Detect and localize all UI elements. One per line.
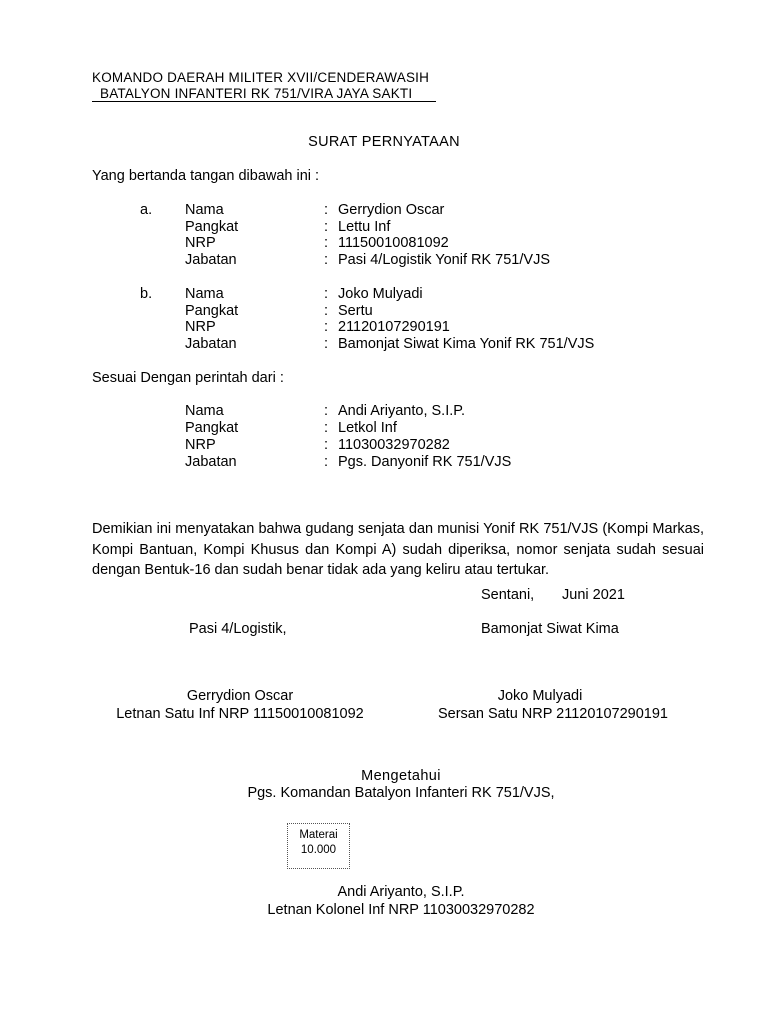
field-label: Jabatan bbox=[185, 454, 237, 470]
person-a-letter: a. bbox=[140, 202, 153, 218]
field-colon: : bbox=[324, 420, 329, 436]
person-a-position-row bbox=[0, 252, 768, 269]
person-b-rank-row bbox=[0, 303, 768, 320]
order-intro-text: Sesuai Dengan perintah dari : bbox=[92, 370, 284, 386]
person-b-position-row bbox=[0, 336, 768, 353]
field-colon: : bbox=[324, 251, 329, 268]
commander-signer-name: Andi Ariyanto, S.I.P. bbox=[337, 884, 465, 900]
field-colon: : bbox=[324, 235, 329, 251]
person-a-name-row bbox=[0, 202, 768, 219]
acknowledgement-role: Pgs. Komandan Batalyon Infanteri RK 751/VJS, bbox=[247, 785, 555, 801]
left-signer-role: Pasi 4/Logistik, bbox=[189, 621, 287, 637]
field-label: Nama bbox=[185, 403, 224, 419]
field-label: Pangkat bbox=[185, 420, 239, 436]
field-label: Nama bbox=[185, 202, 224, 218]
field-colon: : bbox=[324, 286, 329, 302]
field-value: 11030032970282 bbox=[338, 437, 450, 453]
field-label: Pangkat bbox=[185, 302, 239, 319]
intro-text: Yang bertanda tangan dibawah ini : bbox=[92, 168, 320, 184]
field-colon: : bbox=[324, 202, 329, 218]
field-colon: : bbox=[324, 437, 329, 453]
commander-rank-row bbox=[0, 420, 768, 437]
field-colon: : bbox=[324, 403, 329, 419]
field-value: Pgs. Danyonif RK 751/VJS bbox=[338, 454, 512, 470]
field-label: Nama bbox=[185, 286, 224, 302]
place-text: Sentani, bbox=[481, 587, 535, 603]
field-value: Joko Mulyadi bbox=[338, 286, 423, 302]
right-signer-role: Bamonjat Siwat Kima bbox=[481, 621, 619, 637]
field-value: 11150010081092 bbox=[338, 235, 449, 251]
field-value: Letkol Inf bbox=[338, 420, 397, 436]
commander-name-row bbox=[0, 403, 768, 420]
field-value: Bamonjat Siwat Kima Yonif RK 751/VJS bbox=[338, 335, 595, 352]
person-b-letter: b. bbox=[140, 286, 153, 302]
person-a-rank-row bbox=[0, 219, 768, 236]
field-colon: : bbox=[324, 319, 329, 335]
right-signer-name: Joko Mulyadi bbox=[497, 688, 583, 704]
field-value: Gerrydion Oscar bbox=[338, 202, 445, 218]
commander-signer-rank-nrp: Letnan Kolonel Inf NRP 11030032970282 bbox=[267, 902, 535, 918]
document-title: SURAT PERNYATAAN bbox=[308, 134, 460, 150]
stamp-value: 10.000 bbox=[300, 844, 337, 856]
field-value: Andi Ariyanto, S.I.P. bbox=[338, 403, 466, 419]
field-label: Jabatan bbox=[185, 251, 237, 268]
field-label: Jabatan bbox=[185, 335, 237, 352]
person-b-nrp-row bbox=[0, 319, 768, 336]
person-b-name-row bbox=[0, 286, 768, 303]
field-value: Pasi 4/Logistik Yonif RK 751/VJS bbox=[338, 251, 550, 268]
stamp-label: Materai bbox=[299, 829, 338, 841]
commander-position-row bbox=[0, 454, 768, 471]
field-label: Pangkat bbox=[185, 218, 239, 235]
statement-paragraph: Demikian ini menyatakan bahwa gudang senjata dan munisi Yonif RK 751/VJS (Kompi Markas, Kompi Bantuan, Kompi Khusus dan Kompi A) sudah diperiksa, nomor senjata sudah sesuai dengan Bentuk-16 dan sudah benar tidak ada yang keliru atau tertukar. bbox=[92, 521, 704, 578]
header-line-battalion: BATALYON INFANTERI RK 751/VIRA JAYA SAKTI bbox=[100, 86, 413, 101]
field-label: NRP bbox=[185, 235, 216, 251]
field-colon: : bbox=[324, 335, 329, 352]
commander-nrp-row bbox=[0, 437, 768, 454]
acknowledgement-label: Mengetahui bbox=[361, 768, 441, 784]
person-a-nrp-row bbox=[0, 235, 768, 252]
header-line-command: KOMANDO DAERAH MILITER XVII/CENDERAWASIH bbox=[92, 70, 430, 85]
left-signer-rank-nrp: Letnan Satu Inf NRP 11150010081092 bbox=[116, 706, 364, 722]
field-colon: : bbox=[324, 302, 329, 319]
field-label: NRP bbox=[185, 319, 216, 335]
right-signer-rank-nrp: Sersan Satu NRP 21120107290191 bbox=[437, 706, 669, 722]
field-value: Sertu bbox=[338, 302, 373, 319]
header-underline bbox=[92, 101, 436, 102]
revenue-stamp-box bbox=[287, 823, 350, 869]
field-value: Lettu Inf bbox=[338, 218, 391, 235]
field-colon: : bbox=[324, 218, 329, 235]
left-signer-name: Gerrydion Oscar bbox=[186, 688, 294, 704]
field-label: NRP bbox=[185, 437, 216, 453]
date-text: Juni 2021 bbox=[562, 587, 625, 603]
field-value: 21120107290191 bbox=[338, 319, 450, 335]
field-colon: : bbox=[324, 454, 329, 470]
